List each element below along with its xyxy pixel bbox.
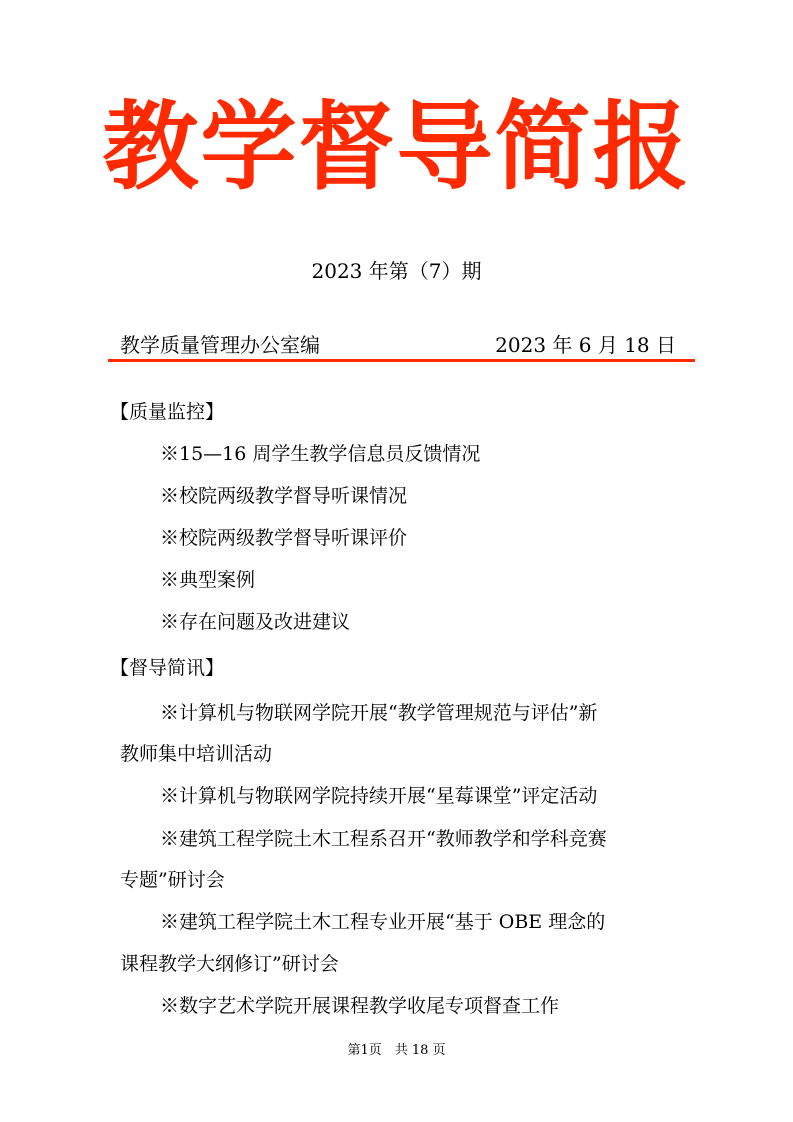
news-item-line: 课程教学大纲修订”研讨会 — [120, 953, 339, 975]
news-item-line: ※计算机与物联网学院持续开展“星莓课堂”评定活动 — [160, 785, 598, 807]
section-title-supervision-news: 【督导简讯】 — [110, 657, 225, 679]
meta-row — [120, 331, 676, 359]
masthead-title: 教学督导简报 — [102, 91, 691, 203]
page-footer: 第1页 共 18 页 — [347, 1043, 446, 1058]
toc-item: ※校院两级教学督导听课情况 — [160, 485, 408, 507]
toc-item: ※存在问题及改进建议 — [160, 611, 351, 633]
news-item-line: ※数字艺术学院开展课程教学收尾专项督查工作 — [160, 995, 560, 1017]
header-divider — [108, 359, 695, 362]
issue-number: 2023 年第（7）期 — [311, 259, 482, 283]
toc-item: ※典型案例 — [160, 569, 256, 591]
toc-item: ※校院两级教学督导听课评价 — [160, 527, 408, 549]
news-item-line: 专题”研讨会 — [120, 869, 225, 891]
toc-item: ※15—16 周学生教学信息员反馈情况 — [160, 443, 481, 465]
editor-credit: 教学质量管理办公室编 — [120, 333, 320, 357]
publish-date: 2023 年 6 月 18 日 — [495, 333, 676, 357]
news-item-line: ※计算机与物联网学院开展“教学管理规范与评估”新 — [160, 702, 598, 724]
section-title-quality-monitoring: 【质量监控】 — [110, 401, 225, 423]
news-item-line: 教师集中培训活动 — [120, 743, 273, 765]
news-item-line: ※建筑工程学院土木工程系召开“教师教学和学科竞赛 — [160, 828, 607, 850]
news-item-line: ※建筑工程学院土木工程专业开展“基于 OBE 理念的 — [160, 911, 606, 933]
